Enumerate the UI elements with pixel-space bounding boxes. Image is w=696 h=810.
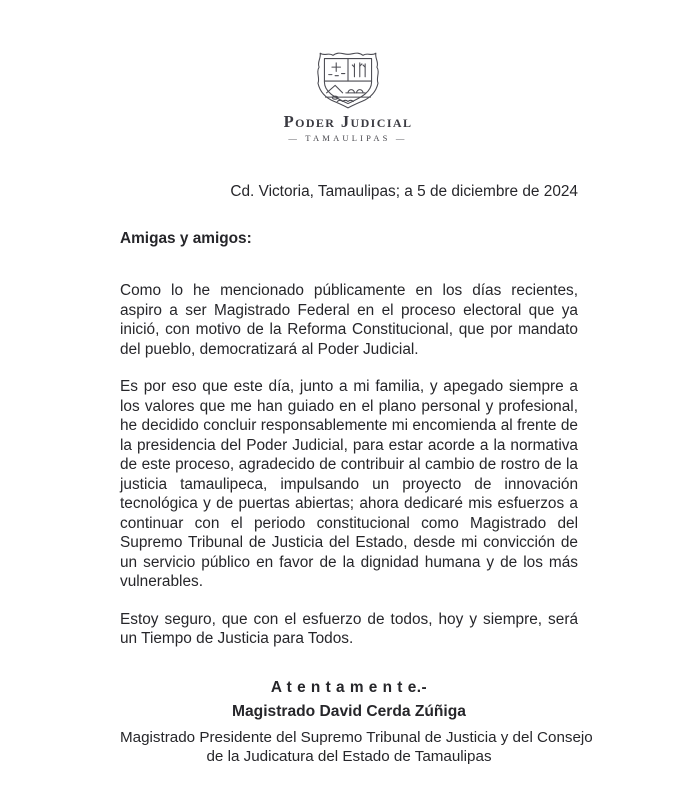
letter-body	[120, 281, 578, 667]
dateline: Cd. Victoria, Tamaulipas; a 5 de diciembre de 2024	[230, 183, 578, 200]
signer-title	[120, 729, 593, 766]
org-name: Poder Judicial	[283, 112, 413, 131]
closing-line: A t e n t a m e n t e.-	[270, 679, 428, 696]
signer-title-line-1: Magistrado Presidente del Supremo Tribunal de Justicia y del Consejo	[120, 729, 593, 746]
signer-name: Magistrado David Cerda Zúñiga	[232, 703, 466, 720]
signature-block	[120, 679, 593, 766]
salutation: Amigas y amigos:	[120, 230, 252, 247]
signer-title-line-2: de la Judicatura del Estado de Tamaulipas	[206, 747, 492, 765]
letterhead	[0, 50, 696, 143]
org-subtitle: — TAMAULIPAS —	[288, 133, 408, 143]
letter-paragraph-2: Es por eso que este día, junto a mi familia, y apegado siempre a los valores que me han guiado en el plano personal y profesional, he decidido concluir responsablemente mi encomienda al frente de la presidencia del Poder Judicial, para estar acorde a la normativa de este proceso, agradecido de contribuir al cambio de rostro de la justicia tamaulipeca, impulsando un proyecto de innovación tecnológica y de puertas abiertas; ahora dedicaré mis esfuerzos a continuar con el periodo constitucional como Magistrado del Supremo Tribunal de Justicia del Estado, desde mi convicción de un servicio público en favor de la dignidad humana y de los más vulnerables.	[120, 378, 578, 590]
tamaulipas-coat-of-arms-icon	[313, 50, 383, 110]
letter-paragraph-3: Estoy seguro, que con el esfuerzo de todos, hoy y siempre, será un Tiempo de Justicia para Todos.	[120, 610, 578, 647]
letter-paragraph-1: Como lo he mencionado públicamente en los días recientes, aspiro a ser Magistrado Federal en el proceso electoral que ya inició, con motivo de la Reforma Constitucional, que por mandato del pueblo, democratizará al Poder Judicial.	[120, 282, 578, 358]
